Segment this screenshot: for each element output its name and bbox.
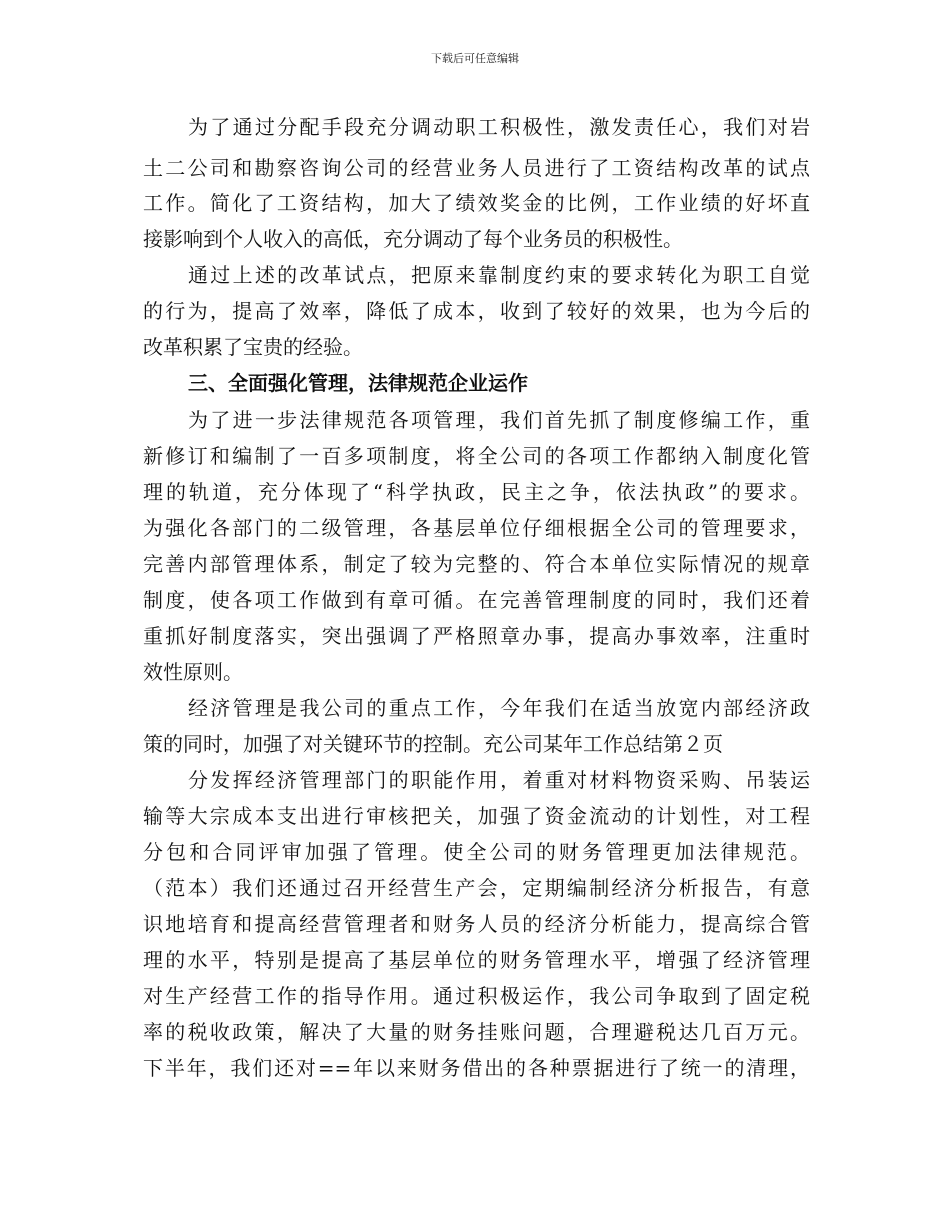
paragraph-line: 为了进一步法律规范各项管理，我们首先抓了制度修编工作，重 bbox=[188, 408, 810, 432]
paragraph-line: 为了通过分配手段充分调动职工积极性，激发责任心，我们对岩 bbox=[188, 115, 810, 139]
paragraph-line: 通过上述的改革试点，把原来靠制度约束的要求转化为职工自觉 bbox=[188, 263, 810, 287]
paragraph-line: 土二公司和勘察咨询公司的经营业务人员进行了工资结构改革的试点 bbox=[143, 156, 810, 180]
paragraph-line: 输等大宗成本支出进行审核把关，加强了资金流动的计划性，对工程 bbox=[143, 804, 810, 828]
paragraph-line: 经济管理是我公司的重点工作，今年我们在适当放宽内部经济政 bbox=[188, 696, 810, 720]
paragraph-line: 完善内部管理体系，制定了较为完整的、符合本单位实际情况的规章 bbox=[143, 552, 810, 576]
paragraph-line: 对生产经营工作的指导作用。通过积极运作，我公司争取到了固定税 bbox=[143, 984, 810, 1008]
section-heading: 三、全面强化管理，法律规范企业运作 bbox=[188, 371, 528, 395]
paragraph-line: （范本）我们还通过召开经营生产会，定期编制经济分析报告，有意 bbox=[143, 876, 810, 900]
paragraph-line: 率的税收政策，解决了大量的财务挂账问题，合理避税达几百万元。 bbox=[143, 1020, 810, 1044]
paragraph-line: 为强化各部门的二级管理，各基层单位仔细根据全公司的管理要求， bbox=[143, 516, 810, 540]
paragraph-line: 制度，使各项工作做到有章可循。在完善管理制度的同时，我们还着 bbox=[143, 588, 810, 612]
paragraph-line: 理的水平，特别是提高了基层单位的财务管理水平，增强了经济管理 bbox=[143, 948, 810, 972]
paragraph-line: 工作。简化了工资结构，加大了绩效奖金的比例，工作业绩的好坏直 bbox=[143, 191, 810, 215]
paragraph-line: 下半年，我们还对==年以来财务借出的各种票据进行了统一的清理， bbox=[143, 1056, 810, 1080]
paragraph-line: 重抓好制度落实，突出强调了严格照章办事，提高办事效率，注重时 bbox=[143, 624, 810, 648]
paragraph-line: 策的同时，加强了对关键环节的控制。充公司某年工作总结第２页 bbox=[143, 732, 723, 756]
paragraph-line: 分包和合同评审加强了管理。使全公司的财务管理更加法律规范。 bbox=[143, 840, 810, 864]
paragraph-line: 接影响到个人收入的高低，充分调动了每个业务员的积极性。 bbox=[143, 227, 683, 251]
paragraph-line: 识地培育和提高经营管理者和财务人员的经济分析能力，提高综合管 bbox=[143, 912, 810, 936]
page-header: 下载后可任意编辑 bbox=[431, 52, 519, 65]
paragraph-line: 理的轨道，充分体现了“科学执政，民主之争，依法执政”的要求。 bbox=[143, 480, 810, 504]
paragraph-line: 的行为，提高了效率，降低了成本，收到了较好的效果，也为今后的 bbox=[143, 299, 810, 323]
paragraph-line: 改革积累了宝贵的经验。 bbox=[143, 335, 363, 359]
paragraph-line: 分发挥经济管理部门的职能作用，着重对材料物资采购、吊装运 bbox=[188, 768, 810, 792]
paragraph-line: 效性原则。 bbox=[143, 660, 243, 684]
paragraph-line: 新修订和编制了一百多项制度，将全公司的各项工作都纳入制度化管 bbox=[143, 444, 810, 468]
